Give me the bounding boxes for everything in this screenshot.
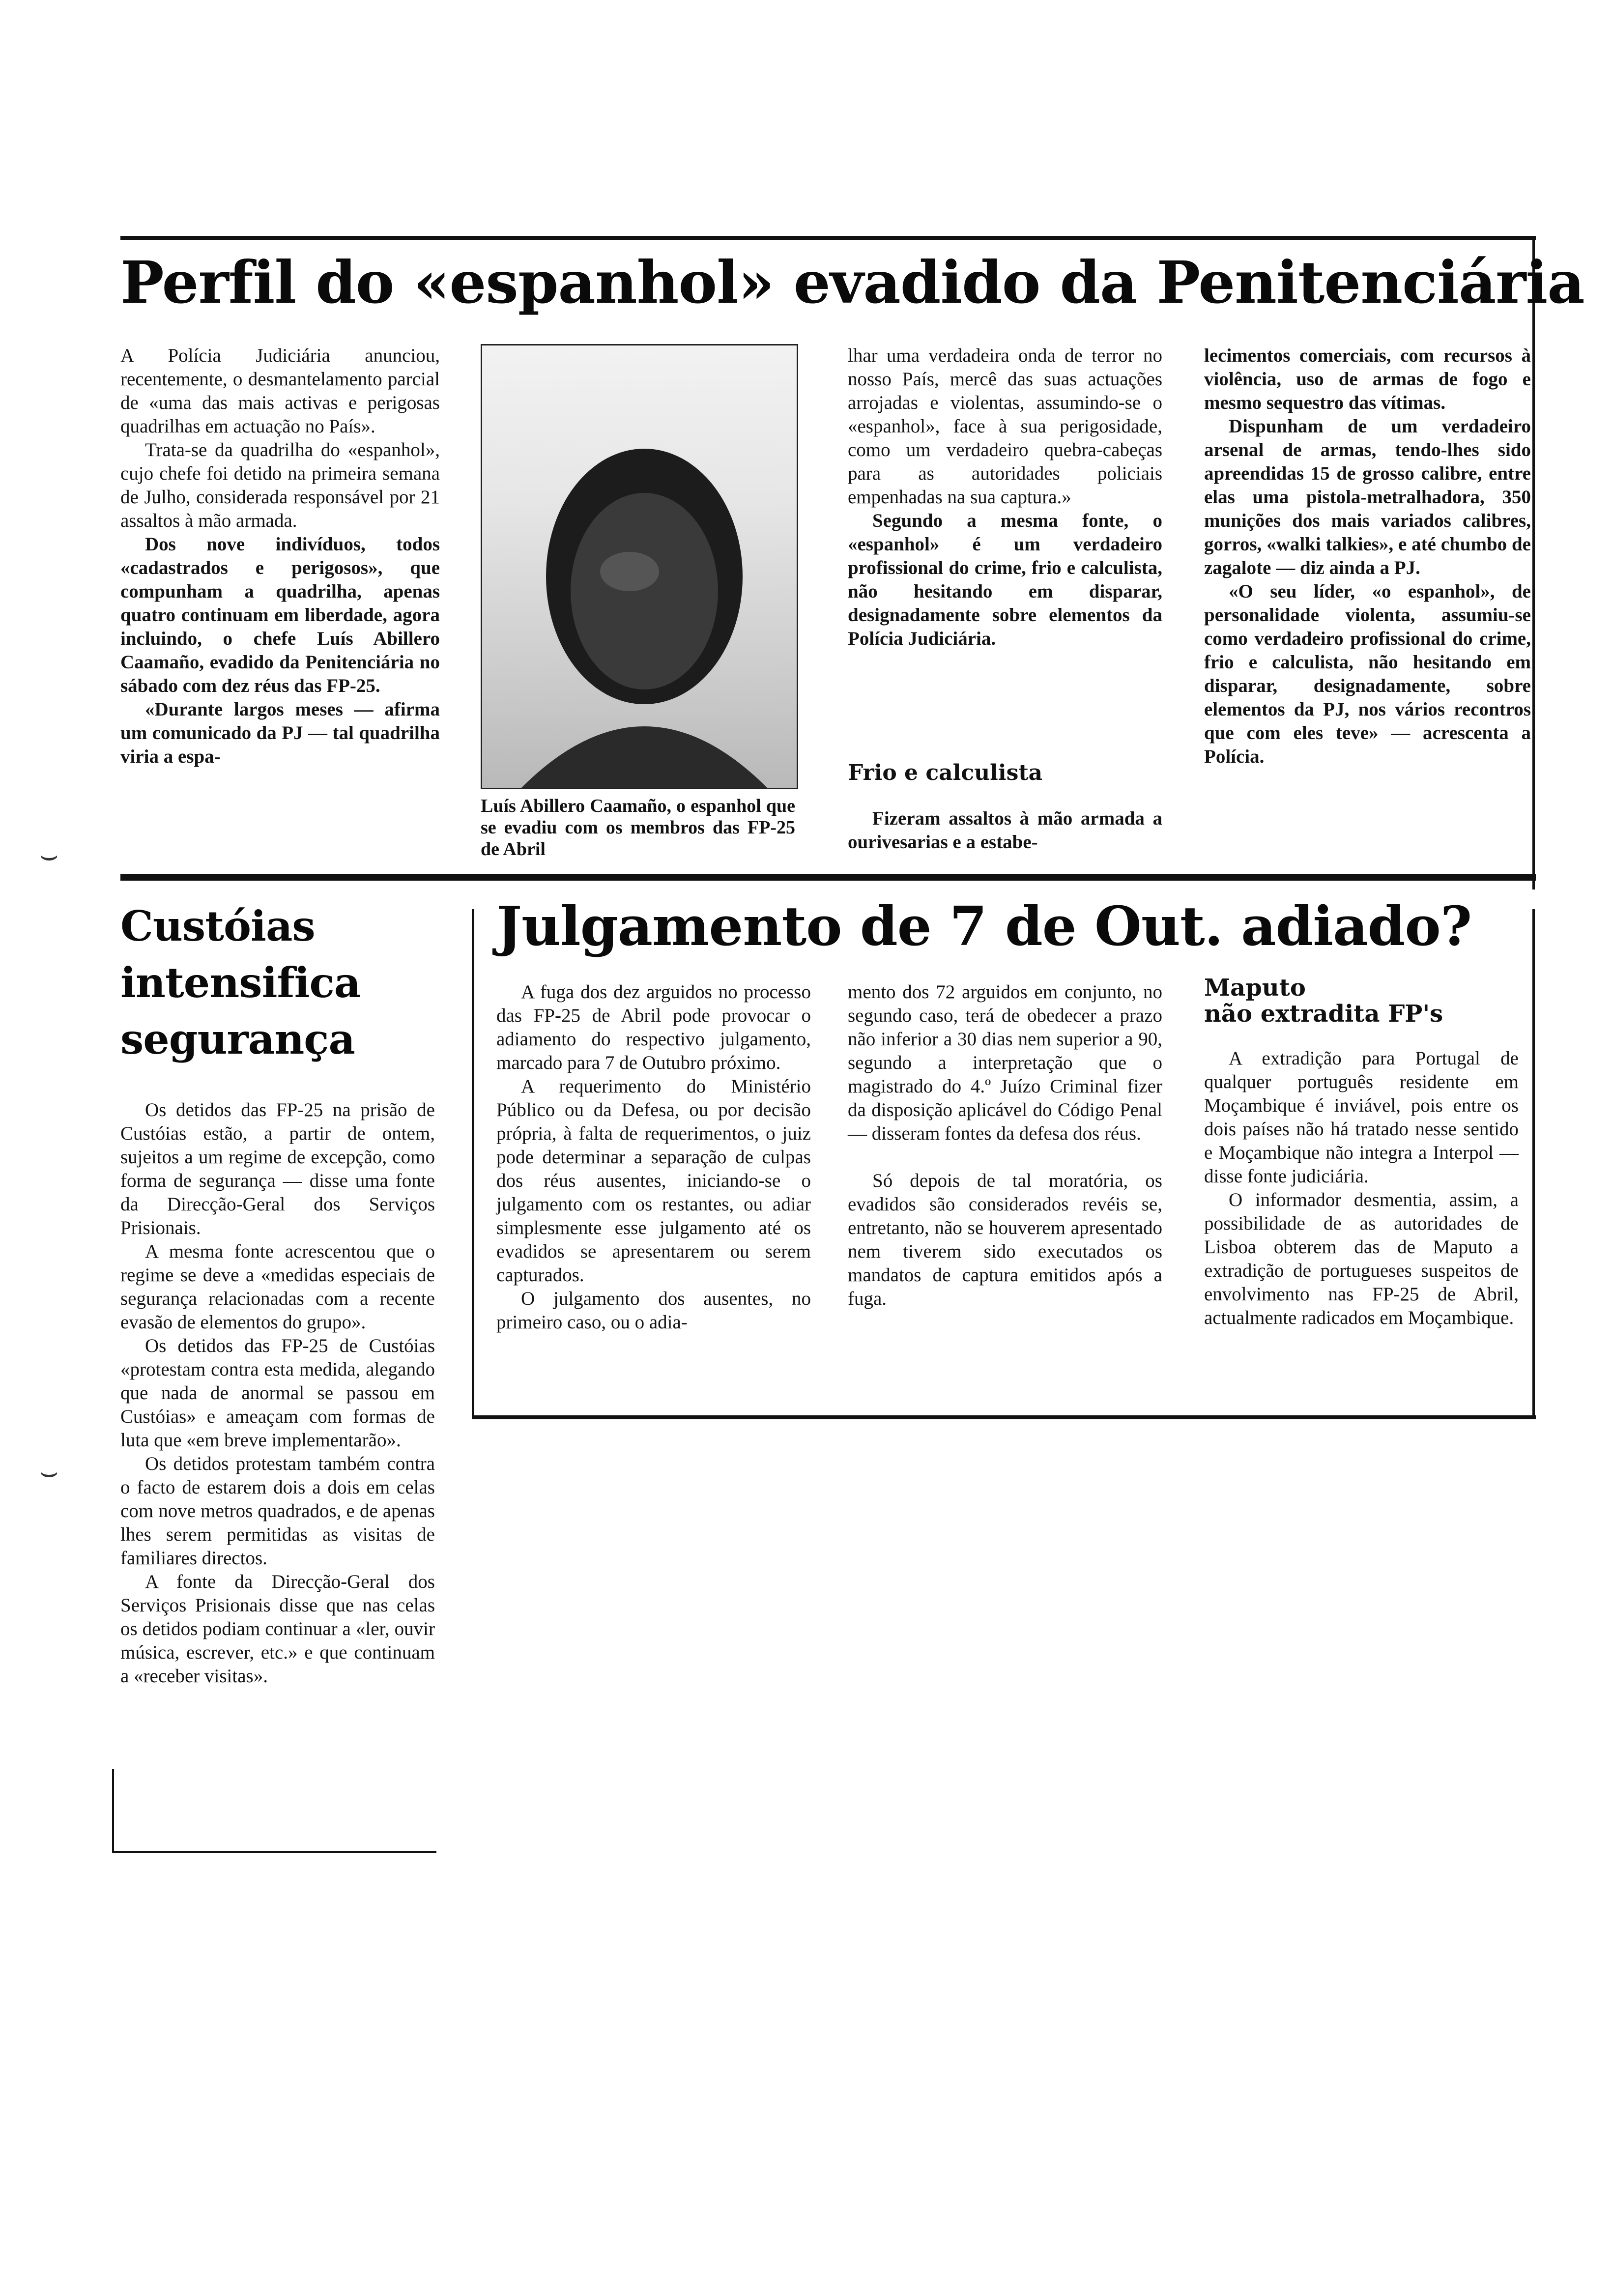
paragraph: A extradição para Portugal de qualquer português residente em Moçambique é inviável, pois entre os dois países não há tratado nesse sentido e Moçambique não integra a Interpol — disse fonte judiciária. [1204, 1048, 1519, 1187]
margin-mark-top: ⌣ [39, 838, 59, 872]
main-col-1 [120, 344, 440, 769]
paragraph: lecimentos comerciais, com recursos à violência, uso de armas de fogo e mesmo sequestro das vítimas. [1204, 345, 1531, 413]
paragraph: lhar uma verdadeira onda de terror no nosso País, mercê das suas actuações arrojadas e violentas, assumindo-se o «espanhol», face à sua perigosidade, como um verdadeiro quebra-cabeças para as autoridades policiais empenhadas na sua captura.» [848, 345, 1162, 508]
custoias-bottom-line [112, 1851, 436, 1853]
main-col-3 [848, 344, 1162, 651]
paragraph: Os detidos protestam também contra o facto de estarem dois a dois em celas com nove metros quadrados, e de apenas lhes serem permitidas as visitas de familiares directos. [120, 1453, 435, 1569]
paragraph: Os detidos das FP-25 de Custóias «protestam contra esta medida, alegando que nada de anormal se passou em Custóias» e ameaçam com formas de luta que «em breve implementarão». [120, 1335, 435, 1451]
maputo-body [1204, 1047, 1519, 1330]
julgamento-bottom-rule [472, 1415, 1536, 1419]
paragraph: mento dos 72 arguidos em conjunto, no segundo caso, terá de obedecer a prazo não inferior a 30 dias nem superior a 90, segundo a interpretação que o magistrado do 4.º Juízo Criminal fizer da disposição aplicável do Código Penal — disseram fontes da defesa dos réus. [848, 981, 1162, 1144]
custoias-headline-1: Custóias [120, 902, 315, 950]
julgamento-col-2 [848, 980, 1162, 1311]
paragraph: O julgamento dos ausentes, no primeiro caso, ou o adia- [496, 1288, 811, 1333]
main-col-3-end [848, 807, 1162, 854]
paragraph: A fuga dos dez arguidos no processo das FP-25 de Abril pode provocar o adiamento do respectivo julgamento, marcado para 7 de Outubro próximo. [496, 981, 811, 1073]
margin-mark-bottom: ⌣ [39, 1455, 59, 1489]
custoias-headline-3: segurança [120, 1015, 355, 1063]
paragraph: Trata-se da quadrilha do «espanhol», cujo chefe foi detido na primeira semana de Julho, considerada responsável por 21 assaltos à mão armada. [120, 439, 440, 531]
suspect-photo [481, 344, 798, 789]
maputo-headline-2: não extradita FP's [1204, 1000, 1443, 1028]
subhead-frio-calculista: Frio e calculista [848, 760, 1043, 785]
julgamento-headline: Julgamento de 7 de Out. adiado? [496, 894, 1472, 958]
julgamento-right-line [1532, 909, 1535, 1415]
paragraph: Dispunham de um verdadeiro arsenal de armas, tendo-lhes sido apreendidas 15 de grosso calibre, entre elas uma pistola-metralhadora, 350 munições dos mais variados calibres, gorros, «walki talkies», e até chumbo de zagalote — diz ainda a PJ. [1204, 416, 1531, 578]
right-frame-line [1532, 236, 1535, 890]
custoias-left-line [112, 1769, 114, 1853]
custoias-body [120, 1098, 435, 1688]
paragraph: Dos nove indivíduos, todos «cadastrados e perigosos», que compunham a quadrilha, apenas quatro continuam em liberdade, agora incluindo, o chefe Luís Abillero Caamaño, evadido da Penitenciária no sábado com dez réus das FP-25. [120, 534, 440, 696]
top-rule [120, 236, 1536, 240]
custoias-headline-2: intensifica [120, 958, 361, 1007]
paragraph: A requerimento do Ministério Público ou da Defesa, ou por decisão própria, à falta de requerimentos, o juiz pode determinar a separação de culpas dos réus ausentes, iniciando-se o julgamento com os restantes, ou adiar simplesmente esse julgamento até os evadidos se apresentarem ou serem capturados. [496, 1076, 811, 1286]
paragraph: A mesma fonte acrescentou que o regime se deve a «medidas especiais de segurança relacionadas com a recente evasão de elementos do grupo». [120, 1241, 435, 1333]
paragraph: Segundo a mesma fonte, o «espanhol» é um verdadeiro profissional do crime, frio e calculista, não hesitando em disparar, designadamente sobre elementos da Polícia Judiciária. [848, 510, 1162, 649]
photo-caption: Luís Abillero Caamaño, o espanhol que se evadiu com os membros das FP-25 de Abril [481, 796, 795, 860]
section-divider [120, 874, 1536, 881]
paragraph: «Durante largos meses — afirma um comunicado da PJ — tal quadrilha viria a espa- [120, 699, 440, 767]
paragraph: O informador desmentia, assim, a possibilidade de as autoridades de Lisboa obterem das de Maputo a extradição de portugueses suspeitos de envolvimento nas FP-25 de Abril, actualmente radicados em Moçambique. [1204, 1189, 1519, 1328]
julgamento-left-line [472, 909, 474, 1415]
paragraph: «O seu líder, «o espanhol», de personalidade violenta, assumiu-se como verdadeiro profissional do crime, frio e calculista, não hesitando em disparar, designadamente, sobre elementos da PJ, nos vários recontros que com eles teve» — acrescenta a Polícia. [1204, 581, 1531, 767]
julgamento-col-1 [496, 980, 811, 1334]
paragraph: A Polícia Judiciária anunciou, recentemente, o desmantelamento parcial de «uma das mais activas e perigosas quadrilhas em actuação no País». [120, 345, 440, 437]
main-col-4 [1204, 344, 1531, 769]
paragraph: A fonte da Direcção-Geral dos Serviços Prisionais disse que nas celas os detidos podiam continuar a «ler, ouvir música, escrever, etc.» e que continuam a «receber visitas». [120, 1571, 435, 1687]
paragraph: Fizeram assaltos à mão armada a ourivesarias e a estabe- [848, 808, 1162, 853]
paragraph: Os detidos das FP-25 na prisão de Custóias estão, a partir de ontem, sujeitos a um regime de excepção, como forma de segurança — disse uma fonte da Direcção-Geral dos Serviços Prisionais. [120, 1099, 435, 1238]
maputo-headline-1: Maputo [1204, 974, 1306, 1002]
portrait-illustration [482, 345, 797, 788]
main-headline: Perfil do «espanhol» evadido da Penitenciária [120, 248, 1584, 316]
paragraph: Só depois de tal moratória, os evadidos são considerados revéis se, entretanto, não se houverem apresentado nem tiverem sido executados os mandatos de captura emitidos após a fuga. [848, 1170, 1162, 1309]
